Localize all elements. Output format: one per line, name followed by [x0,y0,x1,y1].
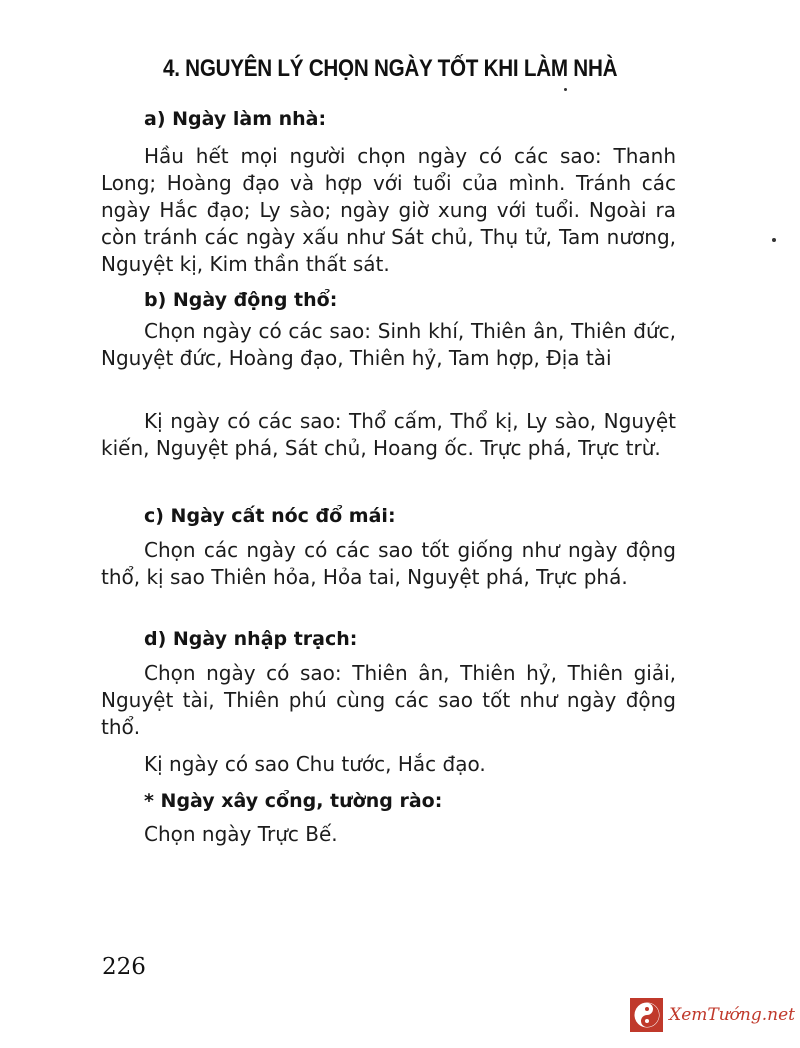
section-b-paragraph-1: Chọn ngày có các sao: Sinh khí, Thiên ân, Thiên đức, Nguyệt đức, Hoàng đạo, Thiên hỷ, Tam hợp, Địa tài [101,319,676,370]
yin-yang-icon [630,998,663,1032]
page-title: 4. NGUYÊN LÝ CHỌN NGÀY TỐT KHI LÀM NHÀ [163,55,618,82]
section-heading-e: * Ngày xây cổng, tường rào: [144,790,443,812]
section-heading-c: c) Ngày cất nóc đổ mái: [144,505,396,527]
scan-speck [772,238,776,242]
watermark-text: XemTướng.net [669,1005,795,1025]
section-d-paragraph-2: Kị ngày có sao Chu tước, Hắc đạo. [144,752,486,776]
section-e-paragraph-1: Chọn ngày Trực Bế. [144,822,338,846]
watermark[interactable] [630,995,795,1035]
section-c-paragraph-1: Chọn các ngày có các sao tốt giống như ngày động thổ, kị sao Thiên hỏa, Hỏa tai, Nguyệt phá, Trực phá. [101,538,676,589]
section-heading-d: d) Ngày nhập trạch: [144,628,358,650]
section-heading-a: a) Ngày làm nhà: [144,108,327,130]
section-d-paragraph-1: Chọn ngày có sao: Thiên ân, Thiên hỷ, Thiên giải, Nguyệt tài, Thiên phú cùng các sao tốt như ngày động thổ. [101,661,676,739]
section-a-paragraph-1: Hầu hết mọi người chọn ngày có các sao: Thanh Long; Hoàng đạo và hợp với tuổi của mình. Tránh các ngày Hắc đạo; Ly sào; ngày giờ xung với tuổi. Ngoài ra còn tránh các ngày xấu như Sát chủ, Thụ tử, Tam nương, Nguyệt kị, Kim thần thất sát. [101,144,676,276]
scan-speck [564,88,567,91]
section-b-paragraph-2: Kị ngày có các sao: Thổ cấm, Thổ kị, Ly sào, Nguyệt kiến, Nguyệt phá, Sát chủ, Hoang ốc. Trực phá, Trực trừ. [101,409,676,460]
section-heading-b: b) Ngày động thổ: [144,289,338,311]
page-number: 226 [102,954,146,980]
